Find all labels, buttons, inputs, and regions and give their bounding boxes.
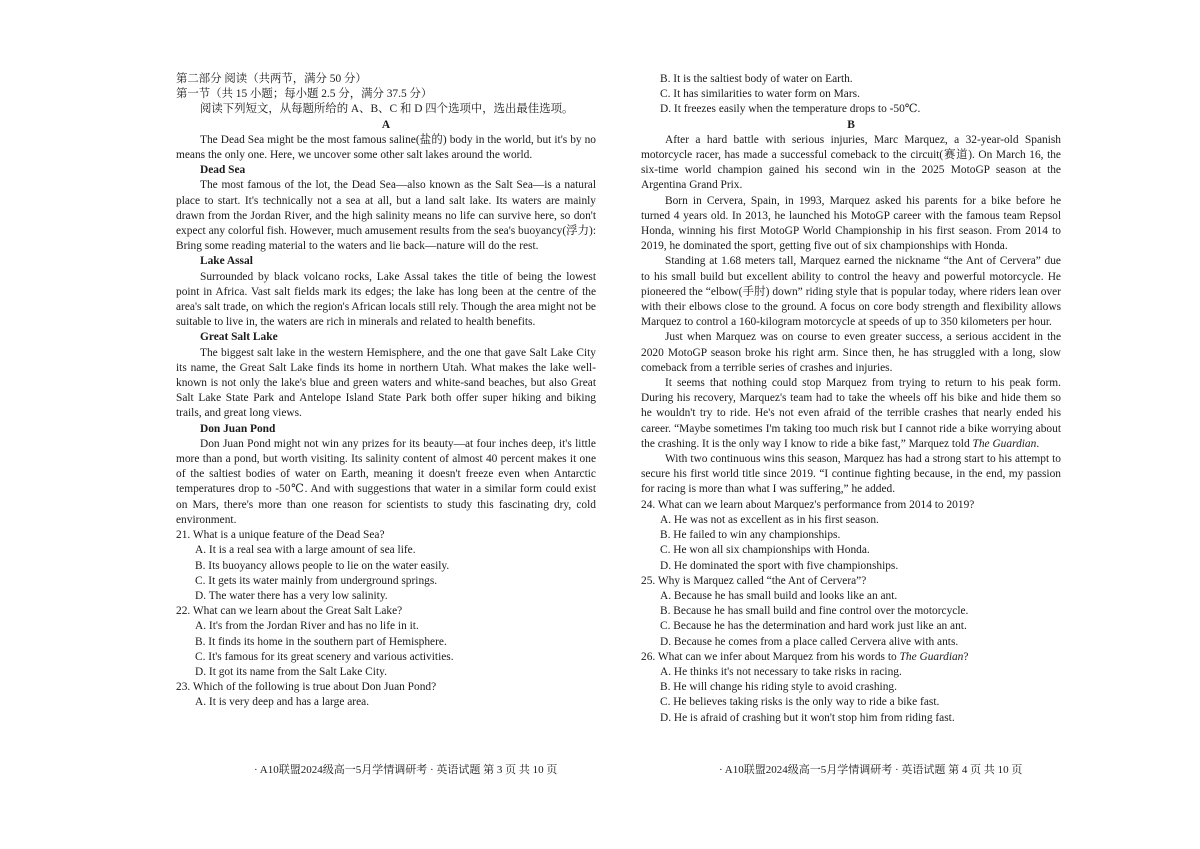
paragraph-5-text: It seems that nothing could stop Marquez from trying to return to his peak form. During his recovery, Marquez's team had to take the wheels off his bike and hide them so he wouldn't try to ride. He's not even afraid of the terrible crashes that nearly ended his career. “Maybe sometimes I'm taking too much risk but I cannot ride a bike worrying about the crashing. It is the only way I know to ride a bike fast,” Marquez told bbox=[641, 377, 1061, 450]
question-25-option-b: B. Because he has small build and fine control over the motorcycle. bbox=[660, 605, 969, 618]
question-23-option-d: D. It freezes easily when the temperature drops to -50℃. bbox=[660, 103, 921, 116]
left-page-footer: · A10联盟2024级高一5月学情调研考 · 英语试题 第 3 页 共 10 页 bbox=[254, 764, 558, 776]
question-25-option-a: A. Because he has small build and looks like an ant. bbox=[660, 589, 898, 602]
passage-b-paragraph-3: Standing at 1.68 meters tall, Marquez earned the nickname “the Ant of Cervera” due to his small build but excellent ability to control the heavy and powerful motorcycle. He pioneered the “elbow(手肘) down” riding style that is popular today, where riders lean over with their elbows close to the ground. A focus on core body strength and flexibility allows Marquez to control a 160-kilogram motorcycle at speeds of up to 350 kilometers per hour. bbox=[641, 255, 1061, 329]
question-26 bbox=[641, 650, 1061, 665]
question-23-option-c: C. It has similarities to water form on Mars. bbox=[660, 88, 860, 101]
question-24-option-b: B. He failed to win any championships. bbox=[660, 529, 841, 542]
question-23-option-b: B. It is the saltiest body of water on Earth. bbox=[660, 73, 853, 85]
question-22-option-a: A. It's from the Jordan River and has no life in it. bbox=[195, 620, 419, 633]
left-page bbox=[176, 72, 596, 711]
subsection-title: 第一节（共 15 小题；每小题 2.5 分，满分 37.5 分） bbox=[176, 88, 433, 101]
heading-dead-sea: Dead Sea bbox=[200, 164, 246, 177]
question-26-guardian: The Guardian bbox=[899, 650, 964, 663]
question-22-option-d: D. It got its name from the Salt Lake City. bbox=[195, 665, 387, 678]
question-21-option-b: B. Its buoyancy allows people to lie on the water easily. bbox=[195, 559, 450, 572]
question-21-option-c: C. It gets its water mainly from underground springs. bbox=[195, 574, 438, 587]
question-21: 21. What is a unique feature of the Dead Sea? bbox=[176, 529, 385, 542]
passage-b-paragraph-2: Born in Cervera, Spain, in 1993, Marquez asked his parents for a bike before he turned 4 years old. In 2013, he launched his MotoGP career with the famous team Repsol Honda, winning his first MotoGP World Championship in his first season. From 2014 to 2019, he dominated the sport, getting five out of six championships with Honda. bbox=[641, 194, 1061, 253]
question-26-text: 26. What can we infer about Marquez from his words to bbox=[641, 650, 897, 663]
passage-b-label: B bbox=[847, 118, 855, 131]
question-21-option-a: A. It is a real sea with a large amount of sea life. bbox=[195, 544, 416, 557]
paragraph-5-end: . bbox=[1036, 437, 1040, 450]
question-23-option-a: A. It is very deep and has a large area. bbox=[195, 696, 370, 709]
question-26-end: ? bbox=[963, 650, 969, 663]
question-24-option-a: A. He was not as excellent as in his first season. bbox=[660, 513, 879, 526]
question-22-option-b: B. It finds its home in the southern part of Hemisphere. bbox=[195, 635, 447, 648]
question-23: 23. Which of the following is true about Don Juan Pond? bbox=[176, 681, 437, 694]
question-22-option-c: C. It's famous for its great scenery and various activities. bbox=[195, 650, 454, 663]
heading-don-juan-pond: Don Juan Pond bbox=[200, 422, 276, 435]
question-24-option-d: D. He dominated the sport with five championships. bbox=[660, 559, 899, 572]
right-page bbox=[641, 72, 1061, 726]
right-page-footer: · A10联盟2024级高一5月学情调研考 · 英语试题 第 4 页 共 10 页 bbox=[719, 764, 1023, 776]
passage-b-paragraph-6: With two continuous wins this season, Marquez has had a strong start to his attempt to secure his first world title since 2019. “I continue fighting because, in the end, my passion for racing is more than what I was suffering,” he added. bbox=[641, 453, 1061, 496]
paragraph-dead-sea: The most famous of the lot, the Dead Sea—also known as the Salt Sea—is a natural place to start. It's technically not a sea at all, but a land salt lake. Its waters are mainly drawn from the Jordan River, and the high salinity means no life can survive here, so don't expect any colorful fish. However, much amusement results from the sea's buoyancy(浮力): Bring some reading material to the waters and lie back—nature will do the rest. bbox=[176, 179, 596, 253]
passage-b-paragraph-4: Just when Marquez was on course to even greater success, a serious accident in the 2020 MotoGP season broke his right arm. Since then, he has struggled with a long, slow comeback from a terrible series of crashes and injuries. bbox=[641, 331, 1061, 374]
question-24-option-c: C. He won all six championships with Honda. bbox=[660, 544, 870, 557]
passage-a-label: A bbox=[381, 118, 391, 131]
question-25-option-d: D. Because he comes from a place called Cervera alive with ants. bbox=[660, 635, 959, 648]
heading-great-salt-lake: Great Salt Lake bbox=[200, 331, 278, 344]
question-21-option-d: D. The water there has a very low salinity. bbox=[195, 589, 388, 602]
passage-b-paragraph-1: After a hard battle with serious injuries, Marc Marquez, a 32-year-old Spanish motorcycle racer, has made a successful comeback to the circuit(赛道). On March 16, the six-time world champion gained his second win in the 2025 MotoGP season at the Argentina Grand Prix. bbox=[641, 133, 1061, 192]
paragraph-great-salt-lake: The biggest salt lake in the western Hemisphere, and the one that gave Salt Lake City its name, the Great Salt Lake finds its home in northern Utah. What makes the lake well-known is not only the lake's blue and green waters and white-sand beaches, but also Great Salt Lake State Park and Antelope Island State Park both offer super hiking and biking trails, and great long views. bbox=[176, 346, 596, 420]
paragraph-don-juan-pond: Don Juan Pond might not win any prizes for its beauty—at four inches deep, it's little more than a pond, but worth visiting. Its salinity content of almost 40 percent makes it one of the saltiest bodies of water on Earth, meaning it doesn't freeze even when Antarctic temperatures drop to -50℃. And with suggestions that water in a similar form could exist on Mars, there's more than one reason for scientists to study this fascinating dry, cold environment. bbox=[176, 437, 596, 526]
question-26-option-a: A. He thinks it's not necessary to take risks in racing. bbox=[660, 665, 902, 678]
passage-b-paragraph-5 bbox=[641, 376, 1061, 452]
question-24: 24. What can we learn about Marquez's performance from 2014 to 2019? bbox=[641, 498, 975, 511]
passage-a-intro: The Dead Sea might be the most famous saline(盐的) body in the world, but it's by no means the only one. Here, we uncover some other salt lakes around the world. bbox=[176, 133, 596, 162]
question-26-option-c: C. He believes taking risks is the only way to ride a bike fast. bbox=[660, 696, 940, 709]
paragraph-lake-assal: Surrounded by black volcano rocks, Lake Assal takes the title of being the lowest point in Africa. Vast salt fields mark its edges; the lake has long been at the centre of the area's salt trade, on which the region's African locals still rely. Though the area might not be suitable to live in, the waters are rich in minerals and related to health benefits. bbox=[176, 270, 596, 329]
question-25: 25. Why is Marquez called “the Ant of Cervera”? bbox=[641, 574, 867, 587]
guardian-italic: The Guardian bbox=[972, 437, 1037, 450]
heading-lake-assal: Lake Assal bbox=[200, 255, 253, 268]
question-26-option-d: D. He is afraid of crashing but it won't stop him from riding fast. bbox=[660, 711, 955, 724]
question-26-option-b: B. He will change his riding style to avoid crashing. bbox=[660, 681, 897, 694]
section-title: 第二部分 阅读（共两节，满分 50 分） bbox=[176, 73, 367, 85]
instruction: 阅读下列短文，从每题所给的 A、B、C 和 D 四个选项中，选出最佳选项。 bbox=[200, 103, 574, 116]
question-22: 22. What can we learn about the Great Salt Lake? bbox=[176, 605, 403, 618]
question-25-option-c: C. Because he has the determination and hard work just like an ant. bbox=[660, 620, 967, 633]
